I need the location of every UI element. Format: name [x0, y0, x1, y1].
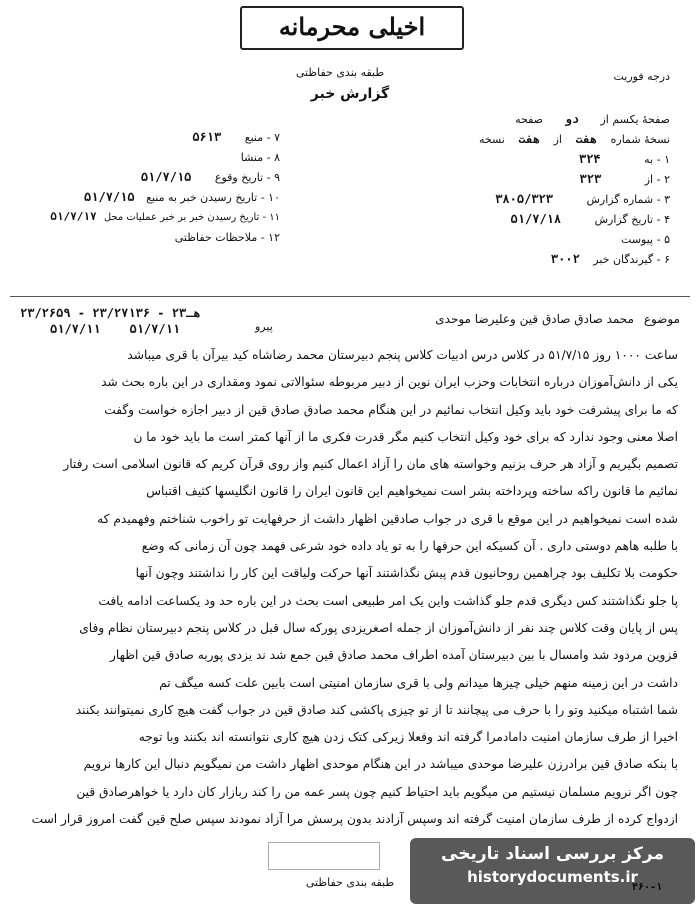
watermark-title: مرکز بررسی اسناد تاریخی: [441, 844, 664, 864]
field-to: ۱ - به ۳۲۴: [578, 152, 670, 166]
field-from: ۲ - از ۳۲۳: [579, 172, 670, 186]
body-line: که ما برای پیشرفت خود باید وکیل انتخاب نمائیم در این هنگام محمد صادق صادق قین از دبیر اجازه خواست وگفت: [104, 402, 678, 417]
field-page: صفحهٔ یکسم از دو صفحه: [515, 112, 670, 126]
subject-note: پیرو: [255, 320, 273, 333]
body-line: اخیرا از طرف سازمان امنیت دامادمرا گرفته اند وفعلا زیرکی کتک زدن هیچ کاری نتوانسته اند بکنند وبا توجه: [138, 730, 678, 745]
field-source-date: ۱۰ - تاریخ رسیدن خبر به منبع ۵۱/۷/۱۵: [84, 190, 280, 204]
body-line: یکی از دانش‌آموزان درباره انتخابات وحزب ایران نوین از دبیر مربوطه سئوالاتی نمود ومقداری در این باره بحث شد: [101, 375, 678, 390]
body-line: با طلبه هاهم دوستی داری . آن کسیکه این حرفها را به تو یاد داده خود شرعی فهمد چون آن زمانی که وضع: [141, 539, 678, 554]
subject-line: موضوع محمد صادق صادق قین وعلیرضا موحدی: [435, 312, 680, 326]
body-line: ازدواج کرده از طرف سازمان امنیت گرفته اند وسپس آزادند بدون پرسش مرا آزاد نمودند سپس صلح قین گفت امروز قرار است: [31, 812, 678, 827]
subject-ref-number: ۲۳/۲۶۵۹ - ۲۳/۲۷۱۳۶ - ۲۳هـ: [20, 306, 201, 320]
header-divider: [10, 296, 690, 297]
body-line: با بنکه صادق قین برادرزن علیرضا موحدی میباشد در این هنگام موحدی اظهار داشت من نمیگویم دنبال این کارها نرویم: [83, 757, 678, 772]
report-body: [18, 342, 678, 833]
field-copy: نسخهٔ شماره هفت از هفت نسخه: [479, 132, 670, 146]
report-title: گزارش خبر: [310, 86, 390, 102]
body-line: نمائیم ما قانون راکه ساخته وپرداخته بشر است نمیخواهیم این قانون ایران را قانون انگلیسها کثیف اقتباس: [146, 484, 678, 499]
archive-watermark: [410, 838, 695, 904]
body-line: پا جلو نگذاشتند کس دیگری قدم جلو گذاشت واین یک امر طبیعی است بحث در این باره حد ود یکساعت ادامه یافت: [98, 593, 678, 608]
body-line: داشت در این زمینه منهم خیلی چیزها میدانم ولی با قری سازمان امنیتی است بابین علت کسه میگف تم: [159, 675, 678, 690]
body-line: حکومت بلا تکلیف بود چراهمین روحانیون قدم پیش نگذاشتند آنها حرکت ولیاقت این کار را نداشتند وچون آنها: [135, 566, 678, 581]
footer-classification: طبقه بندی حفاظتی: [305, 876, 395, 889]
classification-stamp: اخیلی محرمانه: [240, 6, 464, 50]
field-source: ۷ - منبع ۵۶۱۳: [192, 130, 280, 144]
body-line: شما اشتباه میکنید وتو را با حرف می پیچانند تا از تو چیزی پاکشی کند صادق قین در جواب گفت هیچ کاری نمیتوانند بکنند: [75, 702, 678, 717]
field-security-notes: ۱۲ - ملاحظات حفاظتی: [174, 231, 280, 244]
field-attachment: ۵ - پیوست: [621, 233, 670, 246]
field-report-date: ۴ - تاریخ گزارش ۵۱/۷/۱۸: [510, 212, 670, 226]
bottom-stamp: [268, 842, 380, 870]
right-fields: [380, 112, 670, 272]
priority-label: درجه فوریت: [613, 70, 670, 83]
body-line: شده است نمیخواهیم در این موقع با قری در جواب صادقین اظهار داشت از حرفهایت تو راخوب شناختم وفهمیدم که: [97, 511, 678, 526]
subject-dates: ۵۱/۷/۱۱ ۵۱/۷/۱۱: [50, 322, 181, 336]
field-report-number: ۳ - شماره گزارش ۳۸۰۵/۳۲۳: [495, 192, 670, 206]
field-event-date: ۹ - تاریخ وقوع ۵۱/۷/۱۵: [140, 170, 280, 184]
field-recipients: ۶ - گیرندگان خبر ۳۰۰۲: [550, 252, 670, 266]
subject-bar: [20, 306, 680, 338]
body-line: پس از پایان وقت کلاس چند نفر از دانش‌آموزان از جمله اصغریزدی پورکه سال قبل در کلاس پنجم دبیرستان نظام وفای: [79, 620, 678, 635]
field-origin: ۸ - منشا: [240, 151, 280, 164]
classification-label: طبقه بندی حفاظتی: [295, 66, 385, 79]
body-line: قزوین مردود شد وامسال با بین دبیرستان آمده اطراف محمد صادق قین جمع شد ند یزدی پوربه صادق قین اظهار: [110, 648, 678, 663]
field-ops-date: ۱۱ - تاریخ رسیدن خبر بر خبر عملیات محل ۵۱/۷/۱۷: [50, 210, 280, 223]
body-line: تصمیم بگیریم و آزاد هر حرف بزنیم وخواسته های مان را آزاد اعمال کنیم واز روی قرآن کریم که قانون اسلامی است رفتار: [63, 457, 678, 472]
body-line: ساعت ۱۰۰۰ روز ۵۱/۷/۱۵ در کلاس درس ادبیات کلاس پنجم دبیرستان محمد رضاشاه کید بیرآن با قری میباشد: [127, 348, 678, 362]
body-line: چون اگر نرویم مسلمان نیستیم من میگویم باید احتیاط کنیم چون پسر عمه من را کند ربازار کان دارد یا خواهرصادق قین: [76, 784, 678, 799]
left-fields: [20, 130, 280, 250]
watermark-url: historydocuments.ir: [467, 868, 638, 886]
body-line: اصلا معنی وجود ندارد که برای خود وکیل انتخاب کنیم مگر قدرت فکری ما از آنها کمتر است ما باید خود ما ن: [133, 429, 678, 444]
